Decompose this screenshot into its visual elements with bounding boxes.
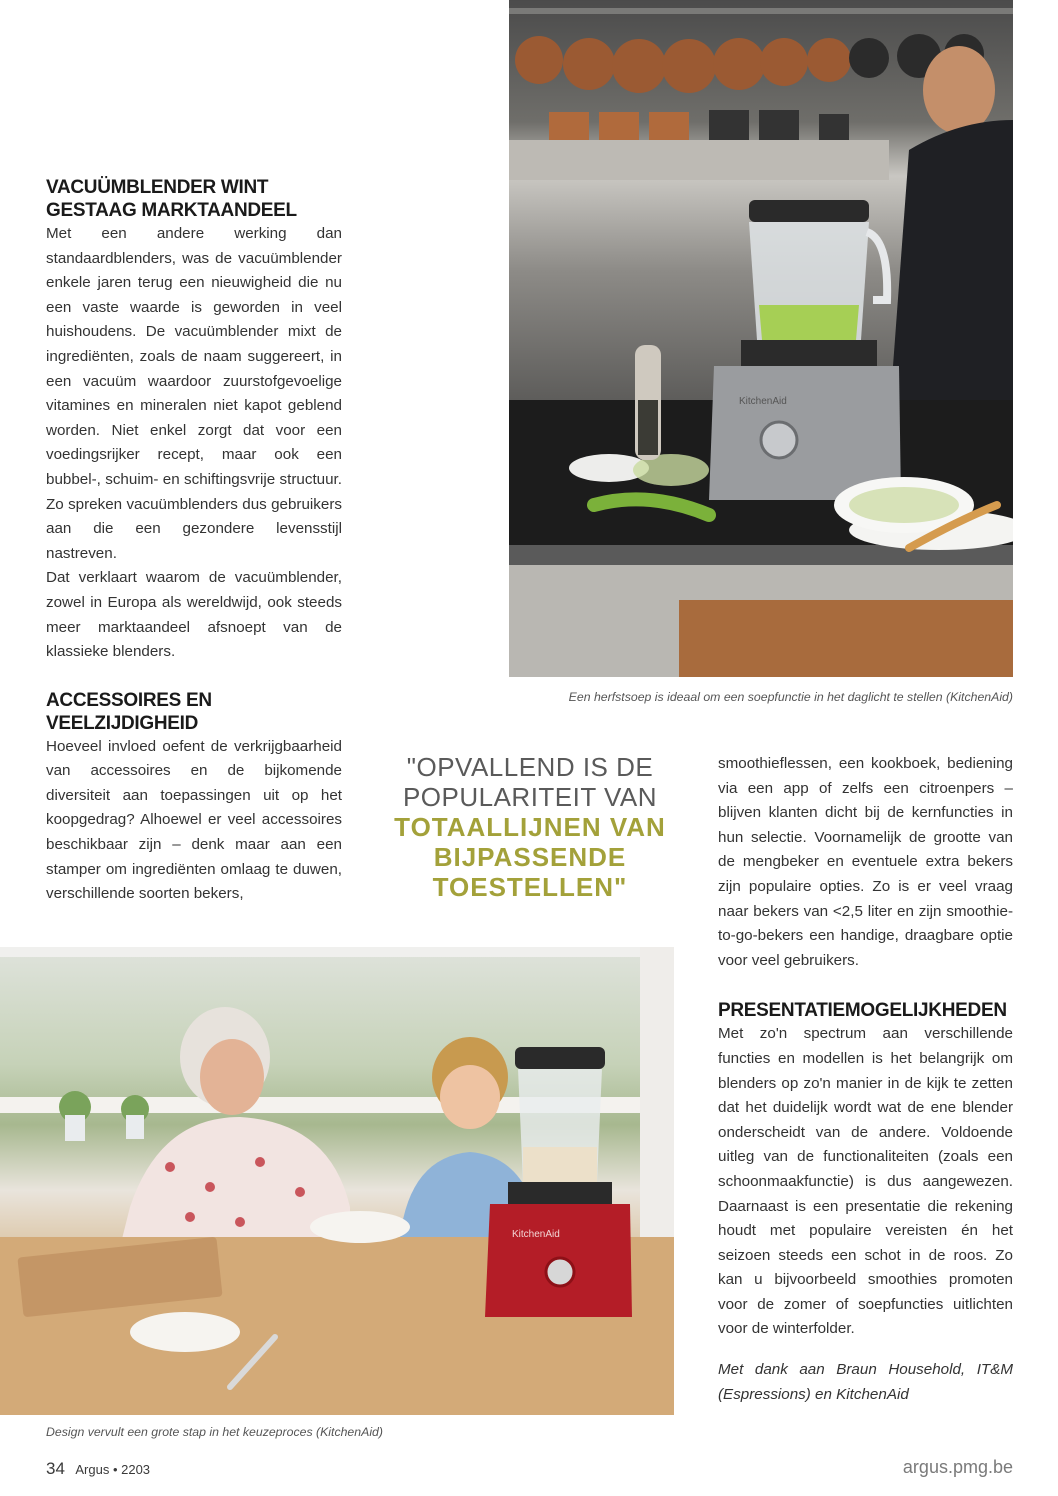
right-column <box>718 752 1013 1407</box>
kitchen-illustration <box>509 0 1013 677</box>
paragraph-accessoires-cont: smoothieflessen, een kookboek, bediening via een app of zelfs een citroenpers – blijven klanten dicht bij de kernfuncties in hun selectie. Voornamelijk de grootte van de mengbeker en eventuele extra bekers zijn populaire opties. Zo is er veel vraag naar bekers van <2,5 liter en zijn smoothie-to-go-bekers een handige, draagbare optie voor veel gebruikers. <box>718 755 1013 969</box>
website-link[interactable]: argus.pmg.be <box>902 1457 1013 1477</box>
pull-quote <box>380 752 680 902</box>
caption-kitchen: Een herfstsoep is ideaal om een soepfunctie in het daglicht te stellen (KitchenAid) <box>568 690 1013 704</box>
paragraph-vacuum-1: Met een andere werking dan standaardblenders, was de vacuümblender enkele jaren terug een nieuwigheid die nu een vaste waarde is geworden in veel huishoudens. De vacuümblender mixt de ingrediënten, zoals de naam suggereert, in een vacuüm waardoor zuurstofgevoelige vitamines en mineralen niet kapot geblend worden. Niet enkel zorgt dat voor een voedingsrijker recept, maar ook een bubbel-, schuim- en schiftingsvrije structuur. Zo spreken vacuümblenders dus gebruikers aan die een gezondere levensstijl nastreven. <box>46 225 342 562</box>
photo-family-blender <box>0 947 674 1415</box>
brand-label-top: KitchenAid <box>739 396 787 407</box>
pull-quote-plain: "OPVALLEND IS DE POPULARITEIT VAN <box>402 752 658 812</box>
left-column <box>46 176 342 907</box>
photo-kitchen-blender <box>509 0 1013 677</box>
paragraph-vacuum-2: Dat verklaart waarom de vacuümblender, zowel in Europa als wereldwijd, ook steeds meer marktaandeel afsnoept van de klassieke blenders. <box>46 569 342 661</box>
paragraph-accessoires: Hoeveel invloed oefent de verkrijgbaarheid van accessoires en de bijkomende diversiteit aan toepassingen uit op het koopgedrag? Alhoewel er veel accessoires beschikbaar zijn – denk maar aan een stamper om ingrediënten omlaag te duwen, verschillende soorten bekers, <box>46 737 342 903</box>
heading-vacuumblender: VACUÜMBLENDER WINT GESTAAG MARKTAANDEEL <box>46 177 297 221</box>
paragraph-presentatie: Met zo'n spectrum aan verschillende functies en modellen is het belangrijk om blenders op zo'n manier in de kijk te zetten dat het duidelijk wordt wat de ene blender onderscheidt van de andere. Voldoende uitleg van de functionaliteiten (zoals een schoonmaakfunctie) is dus aangewezen. Daarnaast is een presentatie die rekening houdt met populaire vereisten én het seizoen steeds een schot in de roos. Zo kan u bijvoorbeeld smoothies promoten voor de zomer of soepfuncties uitlichten voor de winterfolder. <box>718 1025 1013 1338</box>
caption-family: Design vervult een grote stap in het keuzeproces (KitchenAid) <box>46 1425 383 1439</box>
footer-left <box>46 1459 150 1479</box>
heading-presentatie: PRESENTATIEMOGELIJKHEDEN <box>718 1000 1007 1022</box>
page-number: 34 <box>46 1459 65 1478</box>
acknowledgement: Met dank aan Braun Household, IT&M (Espressions) en KitchenAid <box>718 1361 1013 1403</box>
pull-quote-accent: TOTAALLIJNEN VAN BIJPASSENDE TOESTELLEN" <box>394 812 666 902</box>
family-illustration <box>0 947 674 1415</box>
magazine-issue: Argus • 2203 <box>75 1462 151 1477</box>
heading-accessoires: ACCESSOIRES EN VEELZIJDIGHEID <box>46 689 212 734</box>
brand-label-bottom: KitchenAid <box>512 1229 560 1240</box>
